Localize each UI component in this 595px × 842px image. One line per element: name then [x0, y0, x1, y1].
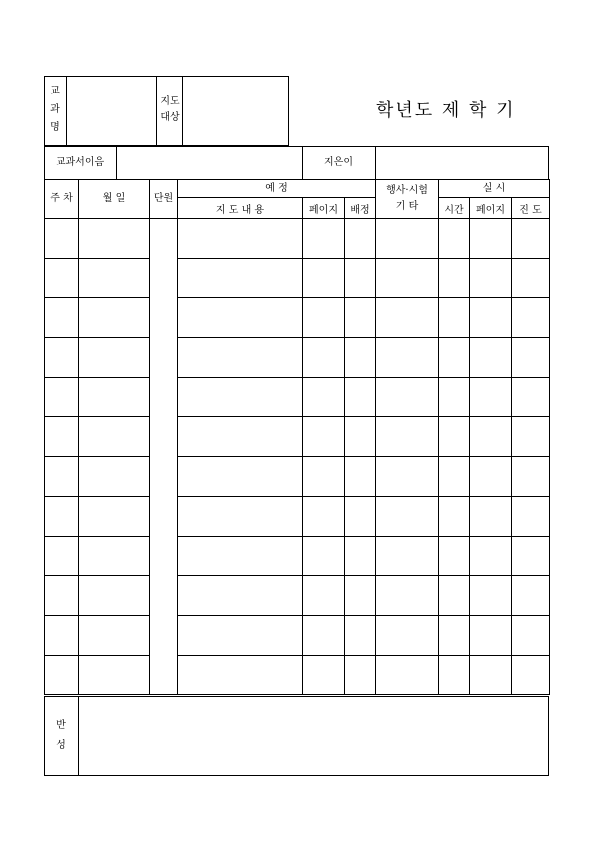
reflection-box: [44, 696, 549, 776]
table-cell[interactable]: [439, 417, 470, 457]
event-header-line2: 기 타: [395, 201, 419, 212]
table-cell[interactable]: [345, 457, 376, 497]
table-cell[interactable]: [512, 615, 550, 655]
table-cell[interactable]: [345, 219, 376, 259]
table-cell[interactable]: [79, 258, 150, 298]
table-cell[interactable]: [512, 377, 550, 417]
table-cell[interactable]: [79, 615, 150, 655]
table-cell[interactable]: [45, 338, 79, 378]
actual-header: 실 시: [439, 180, 550, 198]
table-row: [45, 377, 550, 417]
table-cell[interactable]: [376, 417, 439, 457]
progress-header: 진 도: [512, 198, 550, 219]
table-cell[interactable]: [439, 655, 470, 695]
reflection-label-1: 반: [56, 720, 66, 731]
table-cell[interactable]: [470, 576, 512, 616]
table-cell[interactable]: [178, 576, 303, 616]
table-cell[interactable]: [439, 536, 470, 576]
table-cell[interactable]: [178, 298, 303, 338]
table-cell[interactable]: [439, 219, 470, 259]
table-cell[interactable]: [439, 496, 470, 536]
table-cell[interactable]: [512, 258, 550, 298]
table-cell[interactable]: [345, 298, 376, 338]
table-cell[interactable]: [303, 258, 345, 298]
alloc-header: 배정: [345, 198, 376, 219]
table-cell[interactable]: [345, 615, 376, 655]
event-header-line1: 행사·시험: [386, 185, 428, 196]
table-row: [45, 298, 550, 338]
table-cell[interactable]: [512, 338, 550, 378]
table-cell[interactable]: [470, 338, 512, 378]
table-cell[interactable]: [79, 576, 150, 616]
table-cell[interactable]: [470, 655, 512, 695]
table-cell[interactable]: [303, 457, 345, 497]
table-cell[interactable]: [303, 298, 345, 338]
table-cell[interactable]: [512, 219, 550, 259]
table-cell[interactable]: [79, 655, 150, 695]
table-cell[interactable]: [79, 417, 150, 457]
table-row: [45, 576, 550, 616]
table-row: [45, 655, 550, 695]
table-cell[interactable]: [303, 417, 345, 457]
table-cell[interactable]: [512, 457, 550, 497]
table-cell[interactable]: [45, 219, 79, 259]
table-cell[interactable]: [470, 496, 512, 536]
table-cell[interactable]: [79, 377, 150, 417]
table-cell[interactable]: [79, 496, 150, 536]
table-row: [45, 417, 550, 457]
table-cell[interactable]: [79, 219, 150, 259]
table-cell[interactable]: [376, 457, 439, 497]
table-cell[interactable]: [439, 576, 470, 616]
table-cell[interactable]: [178, 496, 303, 536]
table-cell[interactable]: [376, 615, 439, 655]
table-cell[interactable]: [303, 615, 345, 655]
table-cell[interactable]: [470, 417, 512, 457]
page-header: 페이지: [303, 198, 345, 219]
reflection-label-2: 성: [56, 740, 66, 751]
week-header: 주 차: [45, 180, 79, 219]
date-header: 월 일: [79, 180, 150, 219]
target-label-1: 지도: [160, 96, 180, 107]
table-cell[interactable]: [376, 338, 439, 378]
table-row: [45, 615, 550, 655]
target-divider: [182, 76, 183, 146]
table-cell[interactable]: [178, 615, 303, 655]
table-cell[interactable]: [45, 258, 79, 298]
table-cell[interactable]: [470, 615, 512, 655]
table-cell[interactable]: [345, 258, 376, 298]
table-cell[interactable]: [303, 576, 345, 616]
table-cell[interactable]: [470, 258, 512, 298]
table-cell[interactable]: [79, 457, 150, 497]
table-cell[interactable]: [345, 338, 376, 378]
table-cell[interactable]: [45, 377, 79, 417]
table-cell[interactable]: [470, 457, 512, 497]
table-cell[interactable]: [45, 576, 79, 616]
table-cell[interactable]: [178, 417, 303, 457]
table-cell[interactable]: [303, 377, 345, 417]
table-cell[interactable]: [345, 417, 376, 457]
table-cell[interactable]: [45, 298, 79, 338]
target-label-2: 대상: [160, 112, 180, 123]
subject-box: [44, 76, 289, 146]
table-cell[interactable]: [303, 496, 345, 536]
table-cell[interactable]: [79, 536, 150, 576]
table-cell[interactable]: [470, 219, 512, 259]
page-title: 학년도 제 학 기: [376, 100, 516, 121]
table-cell[interactable]: [79, 298, 150, 338]
plan-header: 예 정: [178, 180, 376, 198]
textbook-row: [44, 146, 549, 180]
table-cell[interactable]: [439, 298, 470, 338]
author-label: 지은이: [324, 157, 353, 168]
table-row: [45, 496, 550, 536]
table-cell[interactable]: [376, 219, 439, 259]
table-cell[interactable]: [178, 338, 303, 378]
table-cell[interactable]: [376, 576, 439, 616]
table-cell[interactable]: [303, 536, 345, 576]
table-cell[interactable]: [345, 576, 376, 616]
unit-cell[interactable]: [150, 219, 178, 695]
table-cell[interactable]: [470, 536, 512, 576]
table-cell[interactable]: [512, 576, 550, 616]
table-cell[interactable]: [45, 536, 79, 576]
table-cell[interactable]: [512, 298, 550, 338]
subject-divider: [66, 76, 67, 146]
table-cell[interactable]: [178, 219, 303, 259]
table-cell[interactable]: [376, 536, 439, 576]
table-cell[interactable]: [439, 377, 470, 417]
table-cell[interactable]: [45, 457, 79, 497]
schedule-table: [44, 179, 550, 695]
table-cell[interactable]: [470, 298, 512, 338]
table-cell[interactable]: [512, 417, 550, 457]
table-row: [45, 536, 550, 576]
table-cell[interactable]: [303, 219, 345, 259]
table-row: [45, 258, 550, 298]
table-cell[interactable]: [439, 338, 470, 378]
table-cell[interactable]: [345, 496, 376, 536]
table-cell[interactable]: [512, 496, 550, 536]
table-cell[interactable]: [45, 655, 79, 695]
table-cell[interactable]: [376, 298, 439, 338]
reflection-divider: [78, 696, 79, 776]
table-cell[interactable]: [178, 536, 303, 576]
table-cell[interactable]: [512, 655, 550, 695]
table-cell[interactable]: [45, 615, 79, 655]
table-cell[interactable]: [178, 655, 303, 695]
textbook-divider-1: [116, 146, 117, 180]
table-cell[interactable]: [178, 258, 303, 298]
table-row: [45, 219, 550, 259]
table-row: [45, 338, 550, 378]
subject-label-2: 과: [50, 104, 60, 115]
table-cell[interactable]: [439, 258, 470, 298]
table-cell[interactable]: [470, 377, 512, 417]
textbook-divider-3: [375, 146, 376, 180]
table-cell[interactable]: [376, 377, 439, 417]
table-cell[interactable]: [45, 417, 79, 457]
content-header: 지 도 내 용: [178, 198, 303, 219]
table-row: [45, 457, 550, 497]
table-cell[interactable]: [439, 457, 470, 497]
table-cell[interactable]: [345, 655, 376, 695]
table-cell[interactable]: [79, 338, 150, 378]
table-cell[interactable]: [439, 615, 470, 655]
table-cell[interactable]: [178, 377, 303, 417]
subject-label-1: 교: [50, 86, 60, 97]
actual-page-header: 페이지: [470, 198, 512, 219]
table-cell[interactable]: [512, 536, 550, 576]
event-header: [376, 180, 439, 219]
subject-value-divider: [156, 76, 157, 146]
table-cell[interactable]: [376, 655, 439, 695]
table-cell[interactable]: [45, 496, 79, 536]
textbook-label: 교과서이음: [55, 157, 105, 168]
table-cell[interactable]: [303, 655, 345, 695]
table-cell[interactable]: [376, 496, 439, 536]
time-header: 시간: [439, 198, 470, 219]
table-cell[interactable]: [376, 258, 439, 298]
table-cell[interactable]: [345, 536, 376, 576]
table-cell[interactable]: [345, 377, 376, 417]
unit-header: 단원: [150, 180, 178, 219]
table-cell[interactable]: [178, 457, 303, 497]
subject-label-3: 명: [50, 122, 60, 133]
table-cell[interactable]: [303, 338, 345, 378]
